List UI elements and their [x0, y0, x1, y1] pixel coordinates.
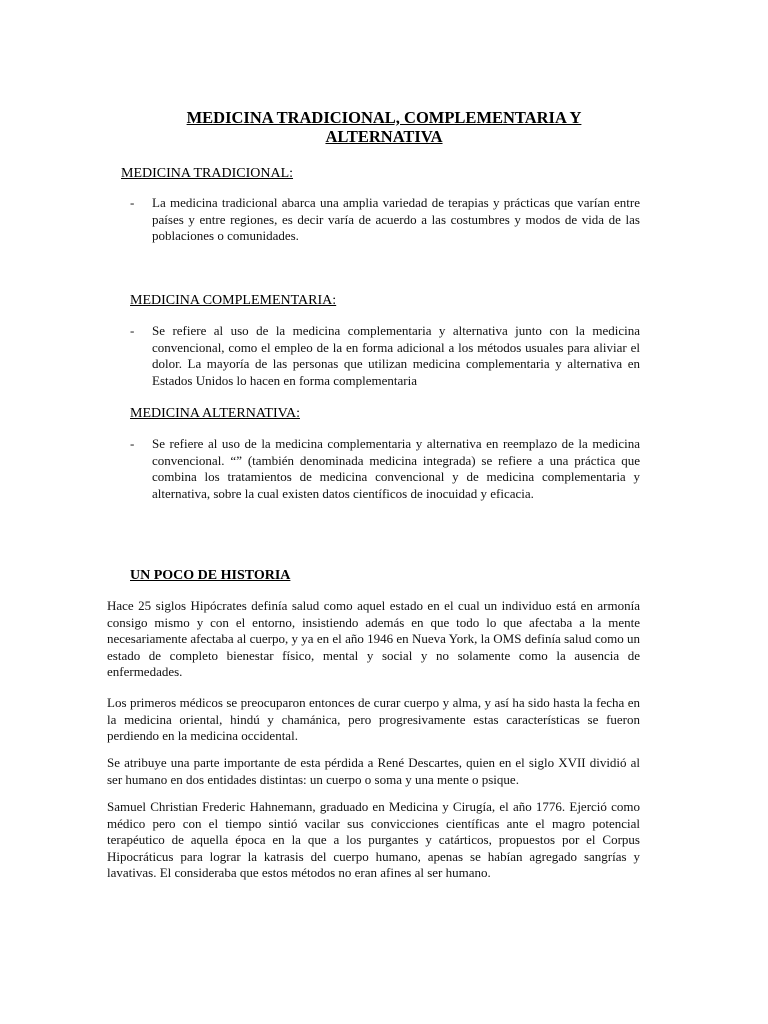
bullet-text: Se refiere al uso de la medicina complementaria y alternativa junto con la medicina convencional, como el empleo de la en forma adicional a los métodos usuales para aliviar el dolor. La mayoría de las personas que utilizan medicina complementaria y alternativa en Estados Unidos lo hacen en forma complementaria: [152, 323, 640, 388]
bullet-text: La medicina tradicional abarca una amplia variedad de terapias y prácticas que varían entre países y entre regiones, es decir varía de acuerdo a las costumbres y modos de vida de las poblaciones o comunidades.: [152, 195, 640, 243]
heading-medicina-tradicional: MEDICINA TRADICIONAL:: [121, 166, 294, 181]
heading-medicina-complementaria: MEDICINA COMPLEMENTARIA:: [130, 293, 337, 308]
bullet-text: Se refiere al uso de la medicina complementaria y alternativa en reemplazo de la medicina convencional. “” (también denominada medicina integrada) se refiere a una práctica que combina los tratamientos de medicina convencional y de medicina complementaria y alternativa, sobre la cual existen datos científicos de inocuidad y eficacia.: [152, 436, 640, 501]
document-title: [0, 108, 768, 146]
history-paragraph-2: Los primeros médicos se preocuparon entonces de curar cuerpo y alma, y así ha sido hasta la fecha en la medicina oriental, hindú y chamánica, pero progresivamente estas características se fueron perdiendo en la medicina occidental.: [107, 695, 640, 743]
bullet-medicina-tradicional: [130, 195, 640, 245]
bullet-medicina-complementaria: [130, 323, 640, 389]
bullet-dash: -: [130, 195, 135, 210]
history-paragraph-4: Samuel Christian Frederic Hahnemann, graduado en Medicina y Cirugía, el año 1776. Ejerció como médico pero con el tiempo sintió vacilar sus convicciones científicas ante el magro potencial terapéutico de aquella época en la que a los purgantes y catárticos, propuestos por el Corpus Hipocráticus para lograr la katrasis del cuerpo humano, apenas se habían agregado sangrías y lavativas. El consideraba que estos métodos no eran afines al ser humano.: [107, 799, 640, 880]
heading-medicina-alternativa: MEDICINA ALTERNATIVA:: [130, 406, 300, 421]
document-title-line-2: ALTERNATIVA: [325, 127, 443, 146]
history-paragraph-3: Se atribuye una parte importante de esta pérdida a René Descartes, quien en el siglo XVII dividió al ser humano en dos entidades distintas: un cuerpo o soma y una mente o psique.: [107, 755, 640, 787]
history-paragraph-1: Hace 25 siglos Hipócrates definía salud como aquel estado en el cual un individuo está en armonía consigo mismo y con el entorno, insistiendo además en que todo lo que afectaba a la mente necesariamente afectaba al cuerpo, y ya en el año 1946 en Nueva York, la OMS definía salud como un estado de completo bienestar físico, mental y social y no solamente como la ausencia de enfermedades.: [107, 598, 640, 679]
bullet-dash: -: [130, 436, 135, 451]
bullet-medicina-alternativa: [130, 436, 640, 502]
heading-historia: UN POCO DE HISTORIA: [130, 568, 291, 583]
bullet-dash: -: [130, 323, 135, 338]
document-title-line-1: MEDICINA TRADICIONAL, COMPLEMENTARIA Y: [186, 108, 582, 127]
